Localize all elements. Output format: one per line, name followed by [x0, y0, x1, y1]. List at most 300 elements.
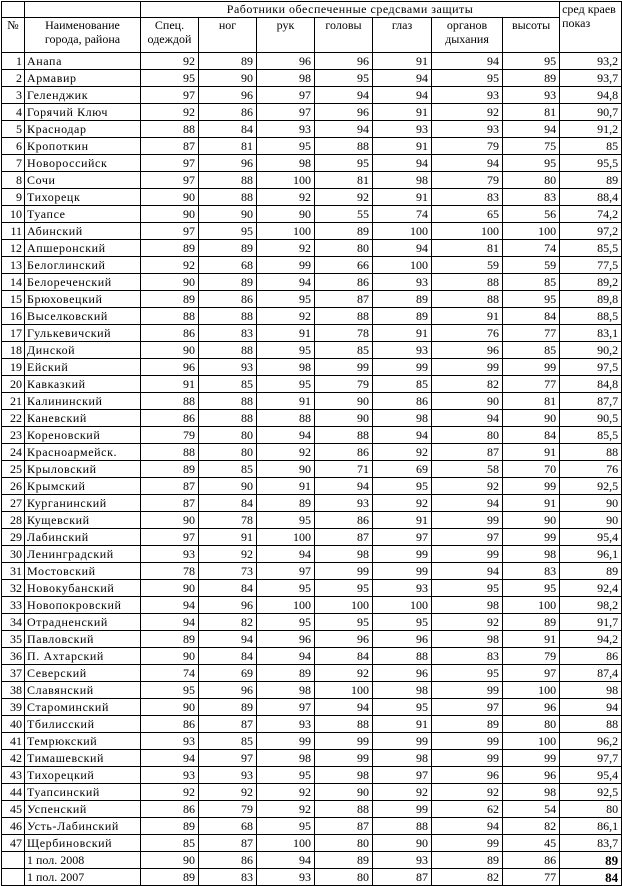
total-cell-feet: 86: [199, 852, 257, 869]
row-name: П. Ахтарский: [25, 648, 141, 665]
table-row: [2, 308, 622, 325]
cell-average: 83,7: [560, 835, 622, 852]
cell-eyes: 93: [373, 342, 432, 359]
cell-hands: 95: [257, 767, 315, 784]
cell-respiratory: 80: [432, 427, 503, 444]
row-number: 6: [2, 138, 25, 155]
cell-eyes: 94: [373, 427, 432, 444]
cell-respiratory: 79: [432, 138, 503, 155]
row-name: Отрадненский: [25, 614, 141, 631]
total-row: [2, 852, 622, 869]
cell-clothing: 90: [141, 580, 199, 597]
table-row: [2, 648, 622, 665]
cell-clothing: 85: [141, 835, 199, 852]
cell-head: 96: [315, 631, 373, 648]
cell-hands: 98: [257, 155, 315, 172]
table-row: [2, 529, 622, 546]
cell-eyes: 92: [373, 495, 432, 512]
row-name: Гулькевичский: [25, 325, 141, 342]
cell-feet: 90: [199, 206, 257, 223]
cell-height: 83: [503, 563, 560, 580]
cell-feet: 87: [199, 835, 257, 852]
cell-clothing: 90: [141, 512, 199, 529]
cell-height: 54: [503, 801, 560, 818]
table-row: [2, 682, 622, 699]
cell-feet: 85: [199, 376, 257, 393]
cell-average: 89,8: [560, 291, 622, 308]
cell-eyes: 98: [373, 172, 432, 189]
total-cell-height: 77: [503, 869, 560, 886]
row-number: 23: [2, 427, 25, 444]
table-row: [2, 546, 622, 563]
row-name: Тбилисский: [25, 716, 141, 733]
cell-respiratory: 96: [432, 342, 503, 359]
cell-average: 92,5: [560, 784, 622, 801]
row-number: 44: [2, 784, 25, 801]
row-name: Павловский: [25, 631, 141, 648]
cell-respiratory: 94: [432, 410, 503, 427]
cell-height: 89: [503, 614, 560, 631]
total-row: [2, 869, 622, 886]
cell-feet: 92: [199, 546, 257, 563]
cell-eyes: 97: [373, 767, 432, 784]
cell-eyes: 94: [373, 70, 432, 87]
row-number: 26: [2, 478, 25, 495]
cell-average: 88: [560, 716, 622, 733]
cell-feet: 94: [199, 631, 257, 648]
cell-average: 89: [560, 172, 622, 189]
table-row: [2, 53, 622, 70]
cell-clothing: 86: [141, 801, 199, 818]
row-name: Щербиновский: [25, 835, 141, 852]
row-name: Сочи: [25, 172, 141, 189]
table-row: [2, 325, 622, 342]
cell-clothing: 97: [141, 529, 199, 546]
cell-average: 89: [560, 563, 622, 580]
cell-average: 94,8: [560, 87, 622, 104]
row-number: 41: [2, 733, 25, 750]
cell-eyes: 98: [373, 410, 432, 427]
row-number: 14: [2, 274, 25, 291]
row-name: Белоглинский: [25, 257, 141, 274]
table-row: [2, 121, 622, 138]
cell-head: 88: [315, 138, 373, 155]
cell-respiratory: 100: [432, 223, 503, 240]
cell-hands: 97: [257, 104, 315, 121]
cell-clothing: 90: [141, 648, 199, 665]
cell-average: 90,5: [560, 410, 622, 427]
row-name: Динской: [25, 342, 141, 359]
row-name: Лабинский: [25, 529, 141, 546]
row-name: Успенский: [25, 801, 141, 818]
cell-feet: 96: [199, 682, 257, 699]
cell-clothing: 86: [141, 325, 199, 342]
cell-feet: 89: [199, 240, 257, 257]
total-cell-average: 89: [560, 852, 622, 869]
row-name: Усть-Лабинский: [25, 818, 141, 835]
cell-head: 98: [315, 546, 373, 563]
cell-eyes: 92: [373, 444, 432, 461]
table-row: [2, 359, 622, 376]
cell-average: 87,7: [560, 393, 622, 410]
cell-eyes: 93: [373, 580, 432, 597]
cell-eyes: 89: [373, 308, 432, 325]
cell-hands: 95: [257, 818, 315, 835]
row-name: Краснодар: [25, 121, 141, 138]
cell-feet: 89: [199, 53, 257, 70]
cell-eyes: 91: [373, 53, 432, 70]
cell-hands: 95: [257, 138, 315, 155]
cell-head: 93: [315, 495, 373, 512]
cell-eyes: 99: [373, 733, 432, 750]
cell-hands: 100: [257, 597, 315, 614]
cell-hands: 98: [257, 359, 315, 376]
cell-clothing: 88: [141, 393, 199, 410]
row-name: Кавказкий: [25, 376, 141, 393]
cell-respiratory: 83: [432, 648, 503, 665]
avg-header: сред краев показ: [560, 2, 622, 53]
row-number: 45: [2, 801, 25, 818]
cell-respiratory: 82: [432, 376, 503, 393]
table-row: [2, 223, 622, 240]
cell-height: 98: [503, 784, 560, 801]
cell-average: 90,2: [560, 342, 622, 359]
row-number: 37: [2, 665, 25, 682]
cell-feet: 73: [199, 563, 257, 580]
cell-average: 94,2: [560, 631, 622, 648]
cell-height: 81: [503, 393, 560, 410]
row-name: Курганинский: [25, 495, 141, 512]
table-row: [2, 393, 622, 410]
cell-head: 90: [315, 393, 373, 410]
cell-clothing: 88: [141, 308, 199, 325]
cell-feet: 83: [199, 325, 257, 342]
table-row: [2, 155, 622, 172]
row-number: 36: [2, 648, 25, 665]
cell-head: 86: [315, 274, 373, 291]
cell-feet: 80: [199, 444, 257, 461]
cell-hands: 90: [257, 206, 315, 223]
col-header-respiratory: органов дыхания: [432, 18, 503, 53]
cell-clothing: 96: [141, 359, 199, 376]
cell-clothing: 97: [141, 223, 199, 240]
cell-clothing: 91: [141, 376, 199, 393]
cell-average: 97,2: [560, 223, 622, 240]
row-number: 29: [2, 529, 25, 546]
cell-eyes: 99: [373, 801, 432, 818]
cell-eyes: 69: [373, 461, 432, 478]
total-row-number: [2, 852, 25, 869]
cell-height: 96: [503, 699, 560, 716]
table-row: [2, 410, 622, 427]
cell-hands: 94: [257, 274, 315, 291]
cell-feet: 84: [199, 495, 257, 512]
row-number: 7: [2, 155, 25, 172]
row-number: 18: [2, 342, 25, 359]
row-number: 38: [2, 682, 25, 699]
row-number: 32: [2, 580, 25, 597]
cell-height: 82: [503, 818, 560, 835]
cell-respiratory: 92: [432, 104, 503, 121]
table-row: [2, 87, 622, 104]
cell-head: 80: [315, 240, 373, 257]
cell-height: 91: [503, 444, 560, 461]
cell-eyes: 96: [373, 665, 432, 682]
cell-hands: 99: [257, 733, 315, 750]
col-header-clothing: Спец. одеждой: [141, 18, 199, 53]
cell-clothing: 88: [141, 444, 199, 461]
row-number: 8: [2, 172, 25, 189]
cell-hands: 95: [257, 580, 315, 597]
cell-average: 85,5: [560, 427, 622, 444]
cell-feet: 86: [199, 104, 257, 121]
cell-feet: 89: [199, 699, 257, 716]
cell-feet: 80: [199, 427, 257, 444]
cell-height: 96: [503, 767, 560, 784]
cell-head: 89: [315, 223, 373, 240]
row-name: Кущевский: [25, 512, 141, 529]
cell-hands: 97: [257, 699, 315, 716]
cell-eyes: 94: [373, 87, 432, 104]
cell-clothing: 94: [141, 614, 199, 631]
total-cell-height: 86: [503, 852, 560, 869]
cell-eyes: 91: [373, 512, 432, 529]
row-name: Тихорецк: [25, 189, 141, 206]
cell-feet: 96: [199, 597, 257, 614]
cell-hands: 95: [257, 614, 315, 631]
cell-hands: 91: [257, 325, 315, 342]
row-name: Армавир: [25, 70, 141, 87]
total-cell-eyes: 93: [373, 852, 432, 869]
cell-height: 98: [503, 546, 560, 563]
cell-eyes: 95: [373, 478, 432, 495]
cell-feet: 84: [199, 121, 257, 138]
cell-head: 81: [315, 172, 373, 189]
cell-average: 89,2: [560, 274, 622, 291]
row-name: Новокубанский: [25, 580, 141, 597]
cell-feet: 88: [199, 308, 257, 325]
cell-feet: 88: [199, 172, 257, 189]
cell-height: 59: [503, 257, 560, 274]
cell-average: 84,8: [560, 376, 622, 393]
cell-height: 84: [503, 427, 560, 444]
cell-feet: 84: [199, 648, 257, 665]
table-row: [2, 512, 622, 529]
cell-respiratory: 87: [432, 444, 503, 461]
row-number: 20: [2, 376, 25, 393]
row-name: Темрюкский: [25, 733, 141, 750]
cell-head: 86: [315, 512, 373, 529]
cell-hands: 91: [257, 393, 315, 410]
cell-height: 95: [503, 291, 560, 308]
cell-head: 88: [315, 716, 373, 733]
cell-clothing: 92: [141, 104, 199, 121]
cell-eyes: 99: [373, 563, 432, 580]
cell-feet: 85: [199, 733, 257, 750]
cell-height: 56: [503, 206, 560, 223]
cell-eyes: 95: [373, 699, 432, 716]
row-number: 12: [2, 240, 25, 257]
cell-feet: 78: [199, 512, 257, 529]
cell-head: 79: [315, 376, 373, 393]
cell-head: 66: [315, 257, 373, 274]
cell-height: 99: [503, 359, 560, 376]
cell-head: 87: [315, 291, 373, 308]
cell-clothing: 90: [141, 274, 199, 291]
cell-average: 88: [560, 444, 622, 461]
cell-hands: 96: [257, 631, 315, 648]
cell-feet: 69: [199, 665, 257, 682]
cell-feet: 79: [199, 801, 257, 818]
cell-clothing: 89: [141, 291, 199, 308]
cell-hands: 97: [257, 87, 315, 104]
cell-hands: 95: [257, 291, 315, 308]
cell-height: 99: [503, 529, 560, 546]
cell-eyes: 90: [373, 835, 432, 852]
cell-eyes: 74: [373, 206, 432, 223]
table-row: [2, 257, 622, 274]
cell-average: 95,4: [560, 529, 622, 546]
cell-head: 84: [315, 648, 373, 665]
cell-feet: 87: [199, 716, 257, 733]
cell-height: 93: [503, 87, 560, 104]
cell-feet: 68: [199, 818, 257, 835]
row-name: Староминский: [25, 699, 141, 716]
cell-head: 99: [315, 359, 373, 376]
cell-average: 95,4: [560, 767, 622, 784]
cell-average: 86,1: [560, 818, 622, 835]
cell-respiratory: 98: [432, 631, 503, 648]
cell-average: 90,7: [560, 104, 622, 121]
table-row: [2, 716, 622, 733]
cell-clothing: 87: [141, 138, 199, 155]
cell-hands: 96: [257, 53, 315, 70]
cell-eyes: 85: [373, 376, 432, 393]
table-row: [2, 614, 622, 631]
cell-head: 95: [315, 580, 373, 597]
cell-height: 70: [503, 461, 560, 478]
cell-respiratory: 99: [432, 750, 503, 767]
cell-respiratory: 94: [432, 495, 503, 512]
cell-hands: 94: [257, 648, 315, 665]
cell-feet: 88: [199, 342, 257, 359]
cell-head: 96: [315, 104, 373, 121]
cell-eyes: 95: [373, 614, 432, 631]
cell-respiratory: 93: [432, 87, 503, 104]
cell-feet: 88: [199, 189, 257, 206]
row-number: 47: [2, 835, 25, 852]
cell-average: 88,5: [560, 308, 622, 325]
cell-eyes: 88: [373, 648, 432, 665]
cell-height: 100: [503, 733, 560, 750]
cell-eyes: 94: [373, 240, 432, 257]
table-row: [2, 172, 622, 189]
cell-height: 91: [503, 631, 560, 648]
row-number: 40: [2, 716, 25, 733]
cell-clothing: 89: [141, 240, 199, 257]
cell-clothing: 74: [141, 665, 199, 682]
table-row: [2, 376, 622, 393]
row-number: 33: [2, 597, 25, 614]
cell-average: 93,7: [560, 70, 622, 87]
row-number: 24: [2, 444, 25, 461]
table-row: [2, 274, 622, 291]
table-row: [2, 665, 622, 682]
cell-hands: 94: [257, 546, 315, 563]
cell-clothing: 90: [141, 699, 199, 716]
row-name: Кореновский: [25, 427, 141, 444]
row-number: 22: [2, 410, 25, 427]
row-name: Новопокровский: [25, 597, 141, 614]
row-number: 30: [2, 546, 25, 563]
row-name: Калининский: [25, 393, 141, 410]
row-number: 35: [2, 631, 25, 648]
cell-height: 89: [503, 70, 560, 87]
cell-average: 94: [560, 699, 622, 716]
total-cell-hands: 94: [257, 852, 315, 869]
cell-average: 97,5: [560, 359, 622, 376]
cell-height: 77: [503, 376, 560, 393]
cell-hands: 98: [257, 682, 315, 699]
row-name: Каневский: [25, 410, 141, 427]
table-row: [2, 580, 622, 597]
cell-feet: 92: [199, 784, 257, 801]
cell-clothing: 90: [141, 189, 199, 206]
cell-clothing: 88: [141, 121, 199, 138]
cell-height: 83: [503, 189, 560, 206]
cell-respiratory: 99: [432, 546, 503, 563]
row-name: Белореченский: [25, 274, 141, 291]
row-number: 27: [2, 495, 25, 512]
row-name: Северский: [25, 665, 141, 682]
cell-hands: 92: [257, 189, 315, 206]
total-cell-hands: 93: [257, 869, 315, 886]
cell-head: 86: [315, 444, 373, 461]
cell-hands: 94: [257, 427, 315, 444]
cell-head: 55: [315, 206, 373, 223]
table-header: [2, 2, 622, 53]
cell-feet: 85: [199, 461, 257, 478]
cell-respiratory: 62: [432, 801, 503, 818]
cell-respiratory: 98: [432, 597, 503, 614]
cell-head: 71: [315, 461, 373, 478]
table-row: [2, 750, 622, 767]
row-number: 25: [2, 461, 25, 478]
cell-respiratory: 93: [432, 121, 503, 138]
row-name: Крымский: [25, 478, 141, 495]
total-cell-average: 84: [560, 869, 622, 886]
cell-clothing: 93: [141, 546, 199, 563]
table-row: [2, 70, 622, 87]
cell-head: 95: [315, 614, 373, 631]
cell-average: 90: [560, 495, 622, 512]
row-number: 21: [2, 393, 25, 410]
table-row: [2, 631, 622, 648]
cell-eyes: 93: [373, 274, 432, 291]
cell-eyes: 100: [373, 257, 432, 274]
cell-hands: 89: [257, 665, 315, 682]
cell-height: 100: [503, 223, 560, 240]
table-row: [2, 189, 622, 206]
cell-hands: 93: [257, 716, 315, 733]
cell-respiratory: 97: [432, 699, 503, 716]
cell-respiratory: 88: [432, 291, 503, 308]
cell-hands: 88: [257, 410, 315, 427]
row-name: Тихорецкий: [25, 767, 141, 784]
total-cell-clothing: 89: [141, 869, 199, 886]
cell-eyes: 97: [373, 529, 432, 546]
table-row: [2, 784, 622, 801]
